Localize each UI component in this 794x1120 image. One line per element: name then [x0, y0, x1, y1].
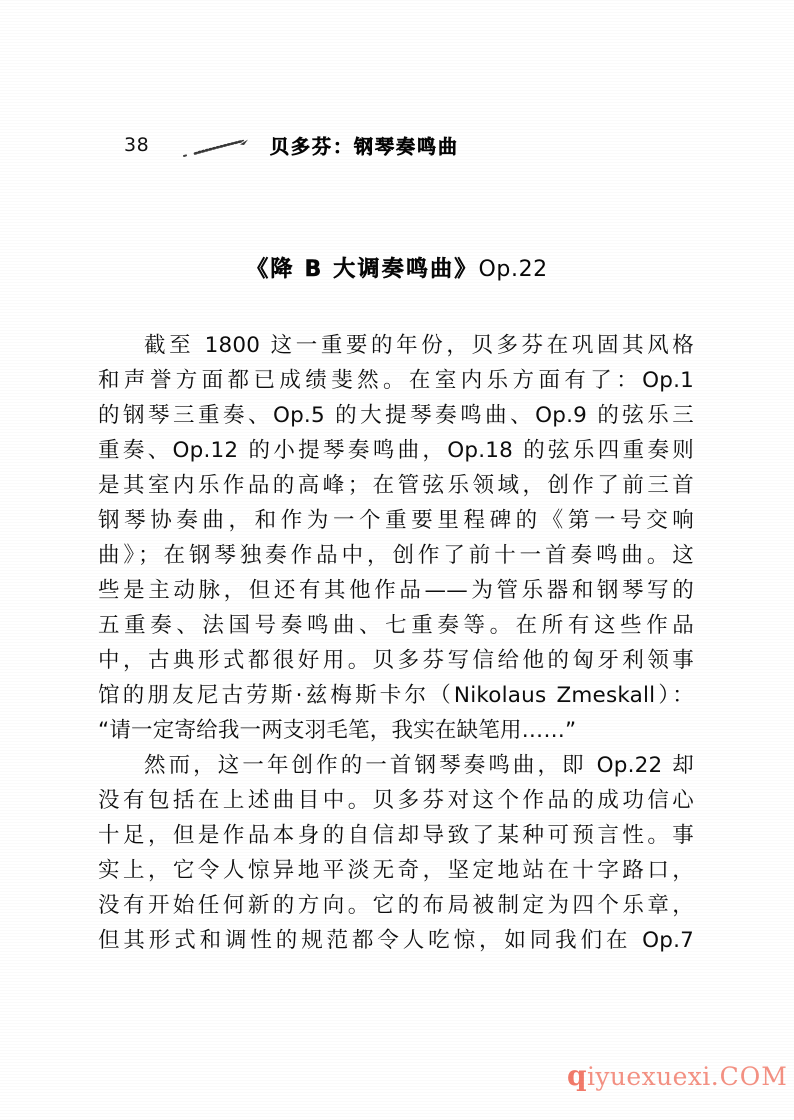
- text-line: 钢琴协奏曲，和作为一个重要里程碑的《第一号交响: [98, 508, 694, 533]
- section-title-opus: Op.22: [478, 257, 548, 282]
- running-head-title: 贝多芬：钢琴奏鸣曲: [270, 136, 460, 158]
- text-line: 五重奏、法国号奏鸣曲、七重奏等。在所有这些作品: [98, 613, 694, 638]
- text-line: 实上，它令人惊异地平淡无奇，坚定地站在十字路口，: [98, 858, 694, 883]
- section-title-cjk: 《降 B 大调奏鸣曲》: [246, 257, 479, 282]
- paragraph-2: [98, 748, 694, 958]
- text-line: 没有开始任何新的方向。它的布局被制定为四个乐章，: [98, 893, 694, 918]
- body-text: [98, 328, 694, 958]
- text-line: 些是主动脉，但还有其他作品——为管乐器和钢琴写的: [98, 578, 694, 603]
- text-line: 没有包括在上述曲目中。贝多芬对这个作品的成功信心: [98, 788, 694, 813]
- text-line: 然而，这一年创作的一首钢琴奏鸣曲，即 Op.22 却: [144, 753, 694, 778]
- text-line: 但其形式和调性的规范都令人吃惊，如同我们在 Op.7: [98, 928, 694, 953]
- running-head: [0, 132, 794, 166]
- text-line: 和声誉方面都已成绩斐然。在室内乐方面有了：Op.1: [98, 368, 694, 393]
- text-line: 曲》；在钢琴独奏作品中，创作了前十一首奏鸣曲。这: [98, 543, 694, 568]
- watermark-tld: .COM: [710, 1062, 788, 1091]
- watermark-lead-letter: q: [567, 1059, 587, 1092]
- text-line: 十足，但是作品本身的自信却导致了某种可预言性。事: [98, 823, 694, 848]
- page-number: 38: [124, 134, 150, 156]
- text-line: 重奏、Op.12 的小提琴奏鸣曲，Op.18 的弦乐四重奏则: [98, 438, 694, 463]
- section-title: [0, 252, 794, 283]
- watermark-name: iyuexuexi: [586, 1062, 711, 1091]
- diagonal-scan-smudge-icon: [182, 138, 256, 160]
- text-line: “请一定寄给我一两支羽毛笔，我实在缺笔用……”: [98, 718, 577, 743]
- text-line: 截至 1800 这一重要的年份，贝多芬在巩固其风格: [144, 333, 694, 358]
- text-line: 馆的朋友尼古劳斯·兹梅斯卡尔（Nikolaus Zmeskall）：: [98, 683, 694, 708]
- text-line: 的钢琴三重奏、Op.5 的大提琴奏鸣曲、Op.9 的弦乐三: [98, 403, 694, 428]
- paragraph-1: [98, 328, 694, 748]
- text-line: 中，古典形式都很好用。贝多芬写信给他的匈牙利领事: [98, 648, 694, 673]
- site-watermark: [567, 1059, 788, 1092]
- text-line: 是其室内乐作品的高峰；在管弦乐领域，创作了前三首: [98, 473, 694, 498]
